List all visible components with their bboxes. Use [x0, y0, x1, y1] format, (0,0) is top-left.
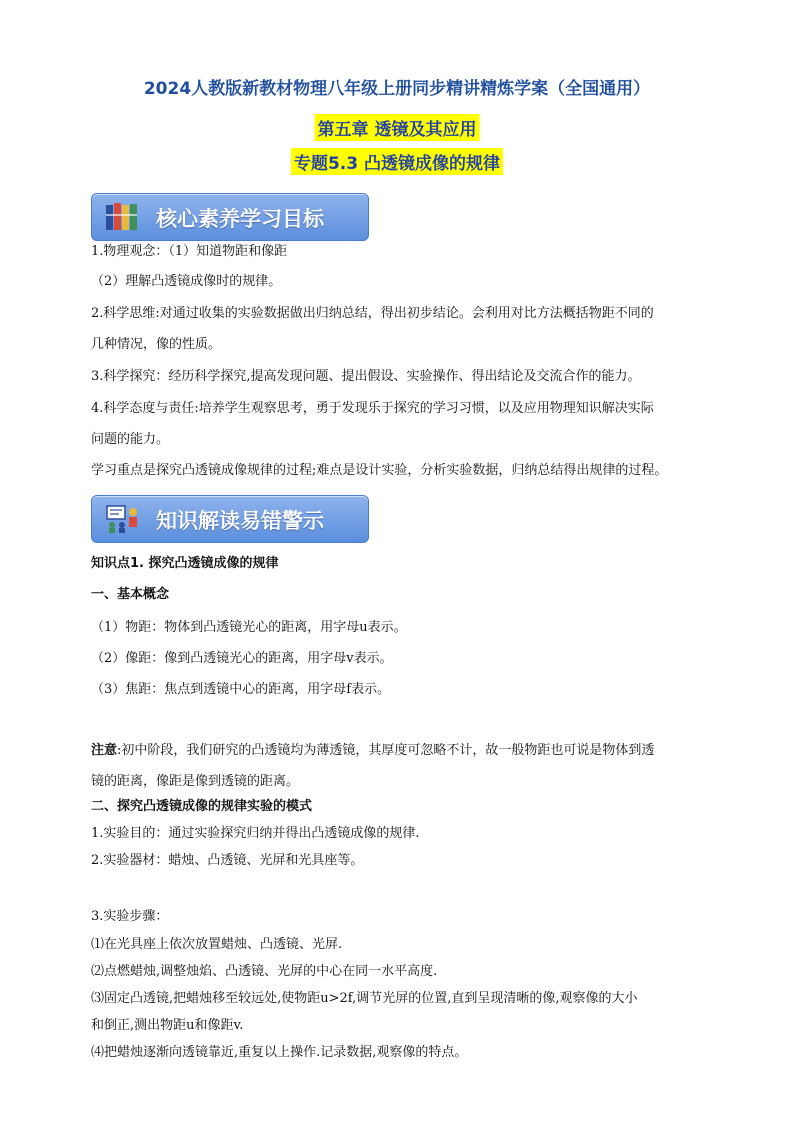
goal-line: 几种情况，像的性质。	[91, 337, 222, 352]
step-line: ⑴在光具座上依次放置蜡烛、凸透镜、光屏.	[91, 937, 343, 952]
concept-line: （3）焦距：焦点到透镜中心的距离，用字母f表示。	[91, 682, 391, 697]
step-line: 和倒正,测出物距u和像距v.	[91, 1018, 244, 1033]
experiment-line: 2.实验器材：蜡烛、凸透镜、光屏和光具座等。	[91, 853, 364, 868]
goal-line: 2.科学思维:对通过收集的实验数据做出归纳总结，得出初步结论。会利用对比方法概括物距不同的	[91, 306, 654, 321]
note-label: 注意	[91, 743, 118, 758]
section-heading: 二、探究凸透镜成像的规律实验的模式	[91, 799, 313, 814]
document-title: 2024人教版新教材物理八年级上册同步精讲精炼学案（全国通用）	[143, 79, 651, 99]
goal-line: 学习重点是探究凸透镜成像规律的过程;难点是设计实验，分析实验数据，归纳总结得出规律的过程。	[91, 463, 668, 478]
knowledge-point-heading: 知识点1. 探究凸透镜成像的规律	[91, 556, 279, 571]
goal-line: 4.科学态度与责任:培养学生观察思考，勇于发现乐于探究的学习习惯，以及应用物理知识解决实际	[91, 401, 654, 416]
topic-heading: 专题5.3 凸透镜成像的规律	[291, 148, 503, 175]
books-icon	[104, 202, 144, 232]
step-line: ⑵点燃蜡烛,调整烛焰、凸透镜、光屏的中心在同一水平高度.	[91, 964, 438, 979]
knowledge-banner-label: 知识解读易错警示	[156, 509, 324, 533]
chapter-heading-row	[0, 114, 794, 140]
goal-line: 问题的能力。	[91, 432, 170, 447]
step-line: ⑶固定凸透镜,把蜡烛移至较远处,使物距u>2f,调节光屏的位置,直到呈现清晰的像,观察像的大小	[91, 991, 638, 1006]
goals-banner	[91, 193, 369, 241]
topic-heading-row	[0, 148, 794, 174]
step-line: ⑷把蜡烛逐渐向透镜靠近,重复以上操作.记录数据,观察像的特点。	[91, 1045, 468, 1060]
section-heading: 一、基本概念	[91, 587, 170, 602]
classroom-icon	[104, 504, 144, 534]
note-line: 镜的距离，像距是像到透镜的距离。	[91, 774, 300, 789]
concept-line: （2）像距：像到凸透镜光心的距离，用字母v表示。	[91, 651, 393, 666]
goal-line: 3.科学探究：经历科学探究,提高发现问题、提出假设、实验操作、得出结论及交流合作的能力。	[91, 369, 641, 384]
note-text: :初中阶段，我们研究的凸透镜均为薄透镜，其厚度可忽略不计，故一般物距也可说是物体到透	[117, 743, 655, 758]
experiment-line: 3.实验步骤：	[91, 909, 169, 924]
knowledge-banner	[91, 495, 369, 543]
goal-line: （2）理解凸透镜成像时的规律。	[91, 274, 282, 289]
experiment-line: 1.实验目的：通过实验探究归纳并得出凸透镜成像的规律.	[91, 826, 420, 841]
concept-line: （1）物距：物体到凸透镜光心的距离，用字母u表示。	[91, 620, 407, 635]
chapter-heading: 第五章 透镜及其应用	[315, 114, 480, 141]
note-line	[91, 741, 711, 761]
goals-banner-label: 核心素养学习目标	[156, 207, 324, 231]
goal-line: 1.物理观念：（1）知道物距和像距	[91, 244, 288, 259]
